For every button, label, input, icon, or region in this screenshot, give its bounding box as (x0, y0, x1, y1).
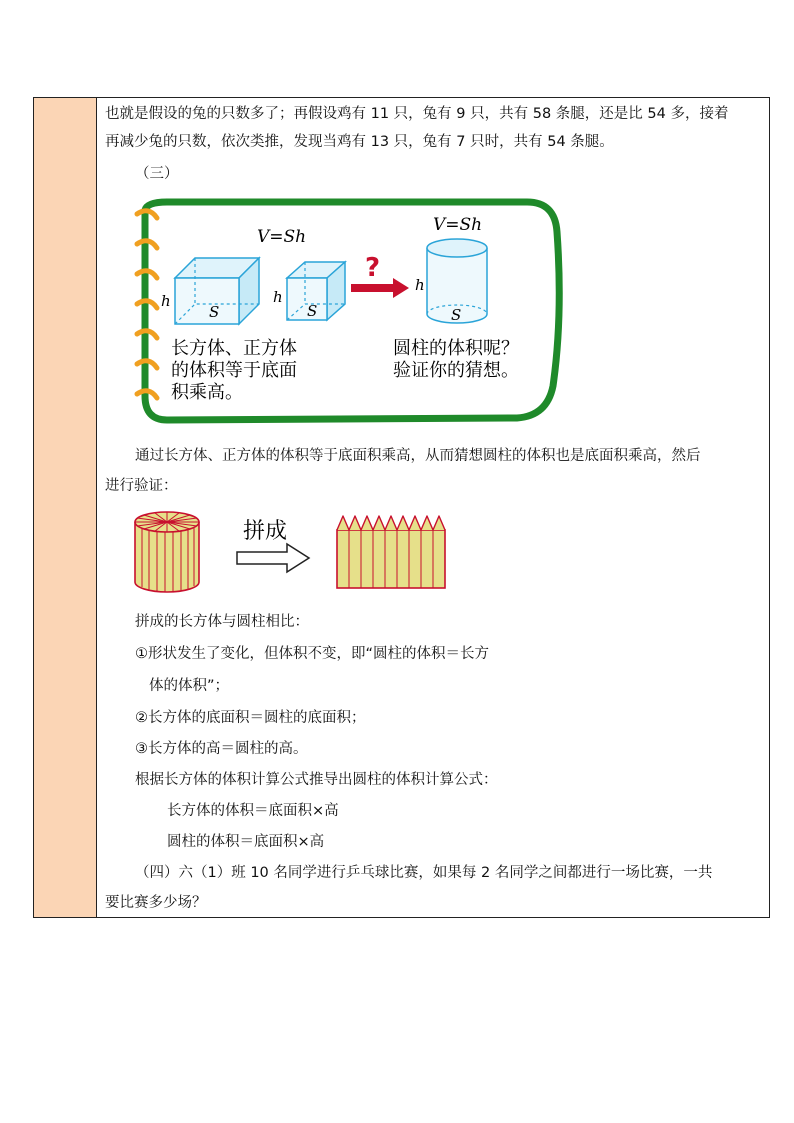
comparison-derive: 根据长方体的体积计算公式推导出圆柱的体积计算公式： (135, 772, 498, 788)
caption-left-line2: 的体积等于底面 (171, 360, 297, 381)
caption-right-line1: 圆柱的体积呢？ (393, 338, 519, 359)
content-cell (97, 98, 769, 917)
s-label-cube: S (307, 302, 318, 320)
striped-cylinder (135, 512, 199, 592)
formula-right: V=Sh (433, 215, 483, 235)
striped-cuboid (337, 516, 445, 588)
caption-left-line3: 积乘高。 (171, 382, 243, 403)
arrow-label: 拼成 (243, 519, 288, 544)
label-column (34, 98, 97, 917)
section4-line1: （四）六（1）班 10 名同学进行乒乓球比赛，如果每 2 名同学之间都进行一场比赛，一共 (135, 865, 713, 881)
h-label-cube: h (273, 288, 283, 306)
lesson-table (33, 97, 770, 918)
comparison-item2: ②长方体的底面积＝圆柱的底面积； (135, 710, 366, 726)
formula-cuboid: 长方体的体积＝底面积×高 (167, 803, 339, 819)
paragraph1-line2: 再减少兔的只数，依次类推，发现当鸡有 13 只，兔有 7 只时，共有 54 条腿。 (105, 134, 614, 150)
caption-right-line2: 验证你的猜想。 (393, 360, 519, 381)
section3-heading: （三） (135, 166, 179, 182)
s-label-cylinder: S (451, 306, 462, 324)
paragraph1-line1: 也就是假设的兔的只数多了；再假设鸡有 11 只，兔有 9 只，共有 58 条腿，还是比 54 多，接着 (105, 106, 729, 122)
formula-left: V=Sh (257, 227, 307, 247)
question-mark: ? (365, 253, 381, 283)
paragraph2-line2: 进行验证： (105, 478, 178, 494)
notebook-figure (127, 196, 567, 426)
comparison-item1-line2: 体的体积”； (149, 678, 230, 694)
comparison-intro: 拼成的长方体与圆柱相比： (135, 614, 309, 630)
section4-line2: 要比赛多少场？ (105, 895, 207, 911)
formula-cylinder: 圆柱的体积＝底面积×高 (167, 834, 325, 850)
hollow-arrow-icon (237, 544, 309, 572)
s-label-cuboid: S (209, 303, 220, 321)
h-label-cylinder: h (415, 276, 425, 294)
comparison-item3: ③长方体的高＝圆柱的高。 (135, 741, 308, 757)
comparison-item1-line1: ①形状发生了变化，但体积不变，即“圆柱的体积＝长方 (135, 646, 490, 662)
h-label-cuboid: h (161, 292, 171, 310)
rearrange-figure (133, 506, 493, 598)
paragraph2-line1: 通过长方体、正方体的体积等于底面积乘高，从而猜想圆柱的体积也是底面积乘高，然后 (135, 448, 701, 464)
caption-left-line1: 长方体、正方体 (171, 338, 297, 359)
